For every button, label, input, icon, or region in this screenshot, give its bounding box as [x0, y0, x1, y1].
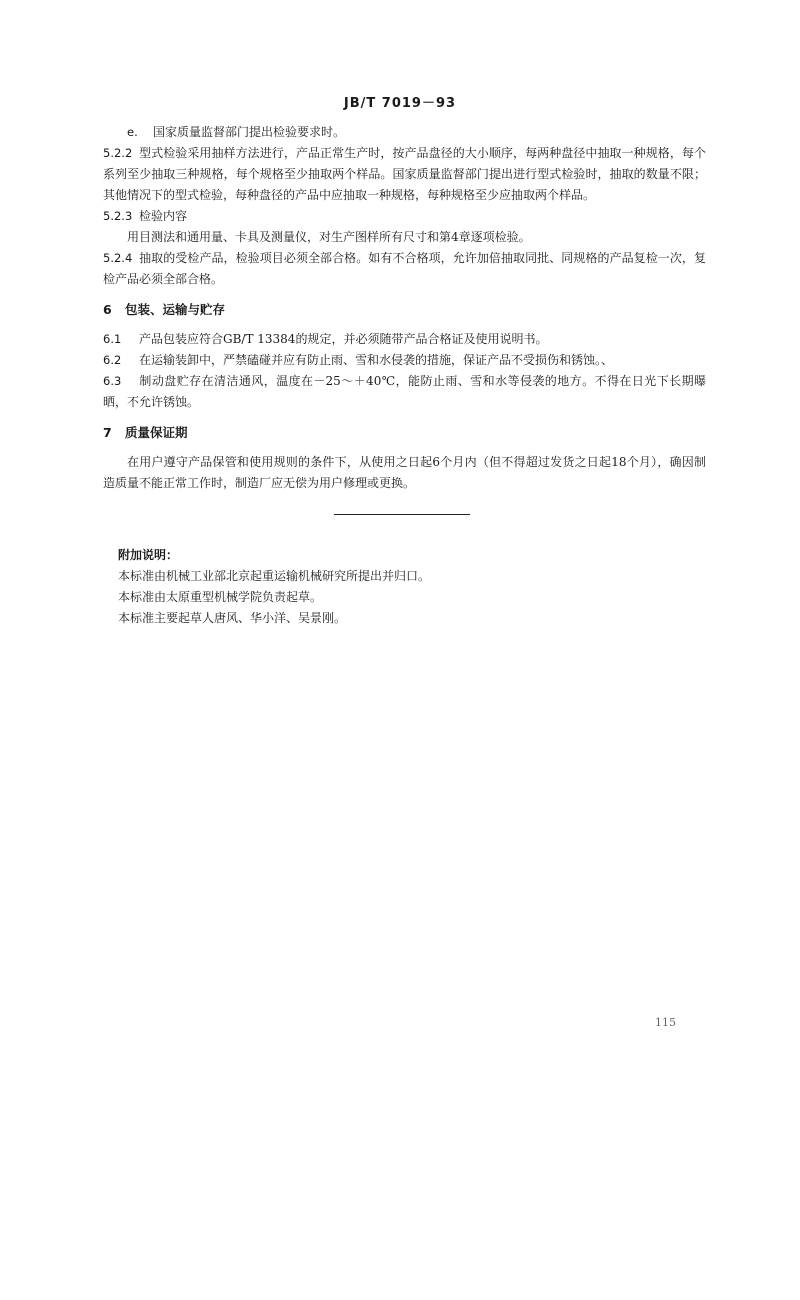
clause-6-1 — [103, 329, 706, 350]
clause-6-2-text: 在运输装卸中，严禁磕碰并应有防止雨、雪和水侵袭的措施，保证产品不受损伤和锈蚀。、 — [139, 353, 614, 367]
clause-5-2-3-number: 5.2.3 — [103, 209, 133, 223]
section-6-heading — [103, 299, 706, 320]
clause-6-2-number: 6.2 — [103, 353, 122, 367]
clause-5-2-3-title: 检验内容 — [139, 209, 188, 223]
section-6-number: 6 — [103, 302, 112, 317]
clause-item-e-text: 国家质量监督部门提出检验要求时。 — [153, 125, 346, 139]
section-7-heading — [103, 422, 706, 443]
clause-5-2-2-text: 型式检验采用抽样方法进行，产品正常生产时，按产品盘径的大小顺序，每两种盘径中抽取一种规格，每个系列至少抽取三种规格，每个规格至少抽取两个样品。国家质量监督部门提出进行型式检验时，抽取的数量不限；其他情况下的型式检验，每种盘径的产品中应抽取一种规格，每种规格至少应抽取两个样品。 — [103, 146, 706, 202]
clause-5-2-4-text: 抽取的受检产品，检验项目必须全部合格。如有不合格项，允许加倍抽取同批、同规格的产品复检一次，复检产品必须全部合格。 — [103, 251, 706, 286]
additional-notes-line-3: 本标准主要起草人唐风、华小洋、吴景刚。 — [118, 611, 347, 625]
clause-6-3-number: 6.3 — [103, 374, 122, 388]
clause-item-e — [103, 122, 706, 143]
clause-6-1-number: 6.1 — [103, 332, 122, 346]
clause-5-2-4 — [103, 248, 706, 290]
additional-notes — [103, 545, 706, 629]
clause-item-e-label: e. — [127, 125, 138, 139]
additional-notes-line-2: 本标准由太原重型机械学院负责起草。 — [118, 590, 323, 604]
section-7-number: 7 — [103, 425, 112, 440]
standard-code-header: JB/T 7019－93 — [343, 96, 457, 111]
clause-6-3-text: 制动盘贮存在清洁通风，温度在－25～＋40℃，能防止雨、雪和水等侵袭的地方。不得在日光下长期曝晒，不允许锈蚀。 — [103, 374, 706, 409]
document-body — [103, 122, 706, 629]
additional-notes-line-1: 本标准由机械工业部北京起重运输机械研究所提出并归口。 — [118, 569, 431, 583]
section-6-title: 包装、运输与贮存 — [125, 302, 226, 317]
clause-5-2-4-number: 5.2.4 — [103, 251, 133, 265]
section-divider — [334, 514, 470, 515]
section-7-title: 质量保证期 — [125, 425, 188, 440]
clause-5-2-2 — [103, 143, 706, 206]
section-7-body: 在用户遵守产品保管和使用规则的条件下，从使用之日起6个月内（但不得超过发货之日起18个月），确因制造质量不能正常工作时，制造厂应无偿为用户修理或更换。 — [103, 455, 706, 490]
clause-5-2-2-number: 5.2.2 — [103, 146, 133, 160]
clause-6-1-text: 产品包装应符合GB/T 13384的规定，并必须随带产品合格证及使用说明书。 — [139, 332, 548, 346]
clause-5-2-3-body: 用目测法和通用量、卡具及测量仪，对生产图样所有尺寸和第4章逐项检验。 — [127, 230, 531, 244]
clause-6-2 — [103, 350, 706, 371]
clause-5-2-3 — [103, 206, 706, 227]
additional-notes-title: 附加说明： — [118, 548, 179, 562]
page-number: 115 — [655, 1016, 676, 1029]
clause-6-3 — [103, 371, 706, 413]
